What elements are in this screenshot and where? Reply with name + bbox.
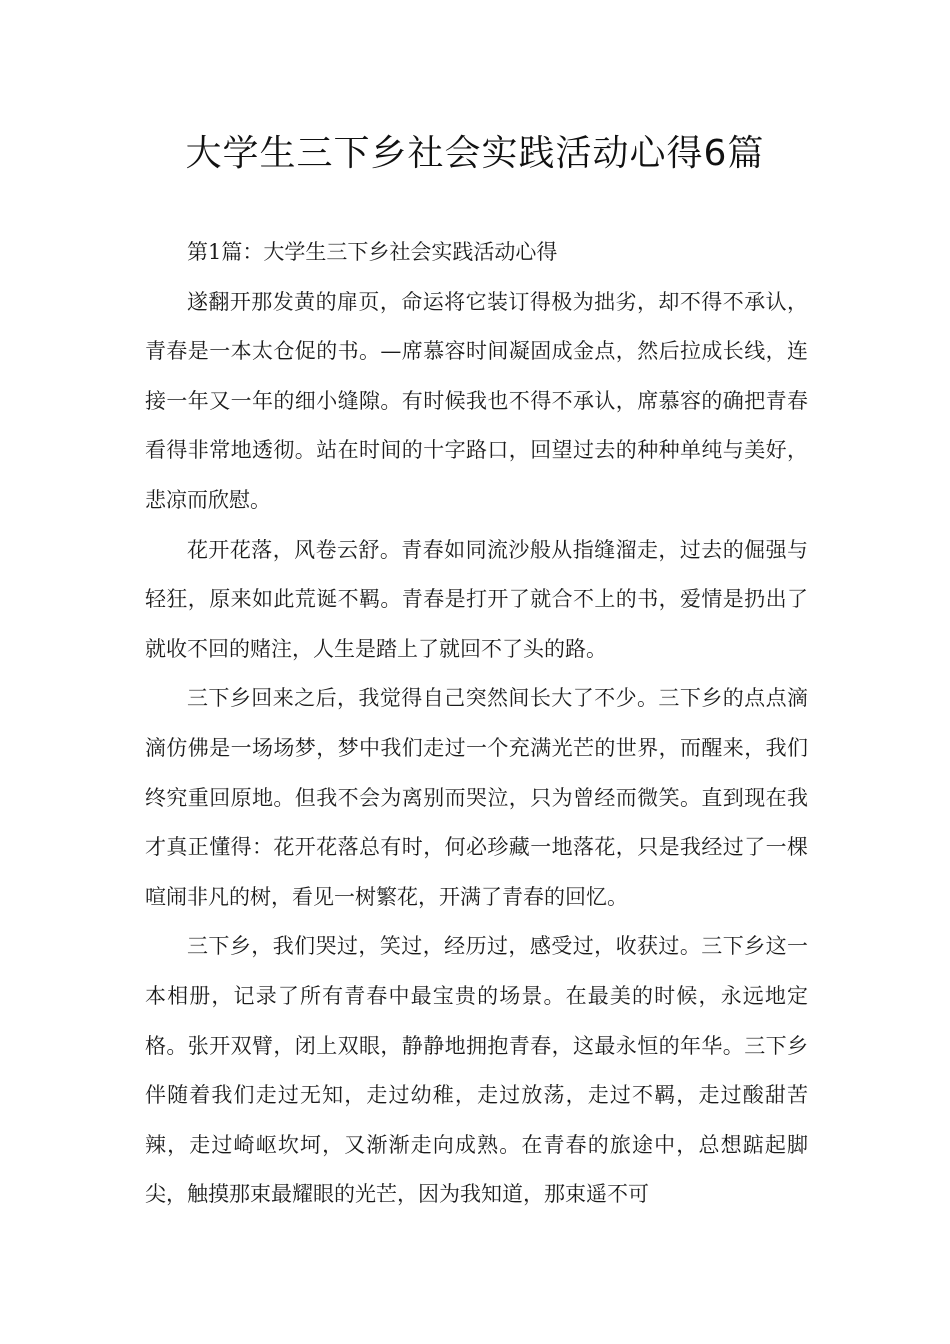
paragraph: 三下乡回来之后，我觉得自己突然间长大了不少。三下乡的点点滴滴仿佛是一场场梦，梦中我们走过一个充满光芒的世界，而醒来，我们终究重回原地。但我不会为离别而哭泣，只为曾经而微笑。直到现在我才真正懂得：花开花落总有时，何必珍藏一地落花，只是我经过了一棵喧闹非凡的树，看见一树繁花，开满了青春的回忆。 — [145, 686, 808, 909]
paragraph: 花开花落，风卷云舒。青春如同流沙般从指缝溜走，过去的倔强与轻狂，原来如此荒诞不羁。青春是打开了就合不上的书，爱情是扔出了就收不回的赌注，人生是踏上了就回不了头的路。 — [145, 537, 808, 661]
paragraph: 遂翻开那发黄的扉页，命运将它装订得极为拙劣，却不得不承认，青春是一本太仓促的书。—席慕容时间凝固成金点，然后拉成长线，连接一年又一年的细小缝隙。有时候我也不得不承认，席慕容的确把青春看得非常地透彻。站在时间的十字路口，回望过去的种种单纯与美好，悲凉而欣慰。 — [145, 289, 808, 512]
document-body — [145, 228, 808, 1220]
document-title: 大学生三下乡社会实践活动心得6篇 — [185, 133, 765, 174]
paragraph: 三下乡，我们哭过，笑过，经历过，感受过，收获过。三下乡这一本相册，记录了所有青春中最宝贵的场景。在最美的时候，永远地定格。张开双臂，闭上双眼，静静地拥抱青春，这最永恒的年华。三下乡伴随着我们走过无知，走过幼稚，走过放荡，走过不羁，走过酸甜苦辣，走过崎岖坎坷，又渐渐走向成熟。在青春的旅途中，总想踮起脚尖，触摸那束最耀眼的光芒，因为我知道，那束遥不可 — [145, 934, 808, 1207]
section-heading: 第1篇：大学生三下乡社会实践活动心得 — [187, 240, 558, 264]
